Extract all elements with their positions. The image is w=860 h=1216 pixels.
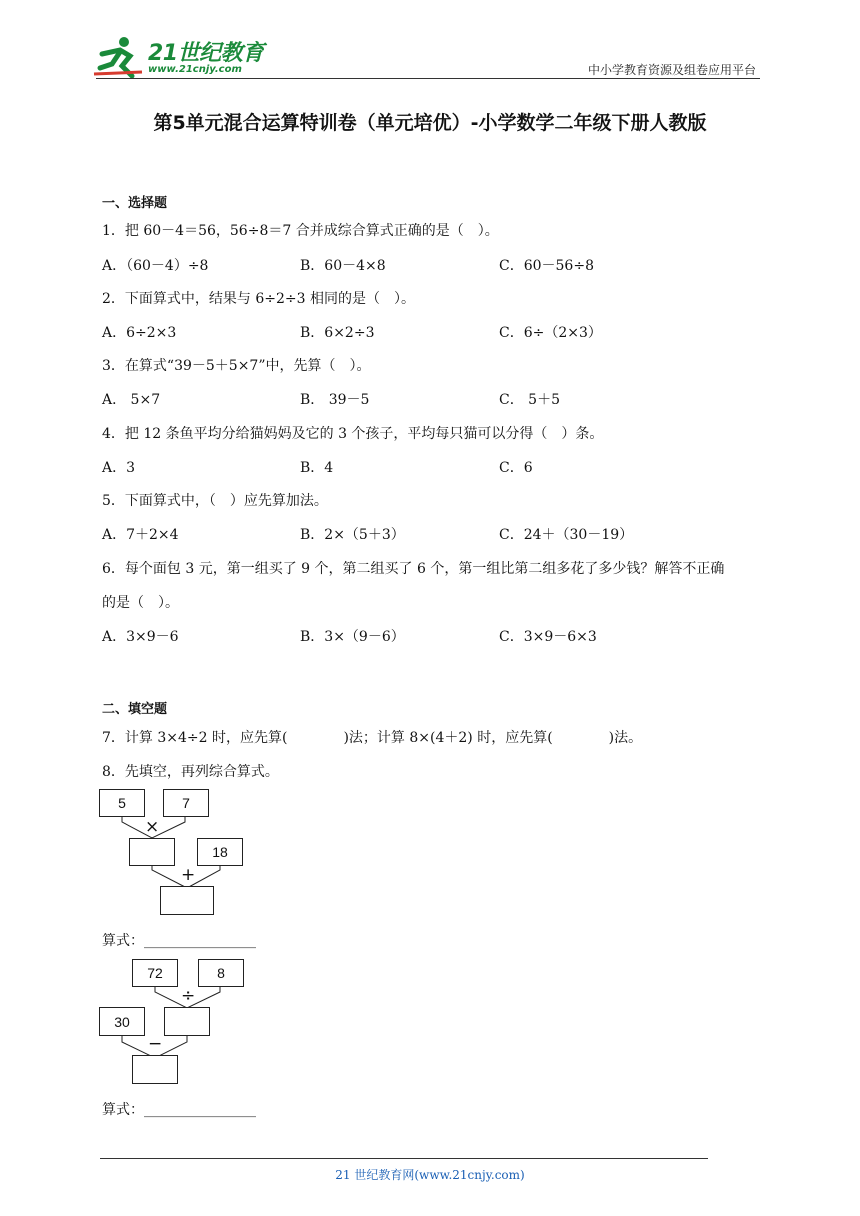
q4-option-a: A．3 <box>102 460 136 476</box>
q6-option-c: C．3×9－6×3 <box>499 629 597 645</box>
minus-sign: − <box>148 1034 163 1054</box>
formula-line-2[interactable]: 算式：________________ <box>102 1102 256 1118</box>
question-6-line-1: 6．每个面包 3 元，第一组买了 9 个，第二组买了 6 个，第一组比第二组多花了多少钱？解答不正确 <box>102 561 725 577</box>
section-heading-choice: 一、选择题 <box>102 196 168 211</box>
diagram2-top-right-box: 8 <box>198 959 244 987</box>
question-5: 5．下面算式中，（ ）应先算加法。 <box>102 493 328 509</box>
q1-option-a: A．（60－4）÷8 <box>102 258 209 274</box>
logo-url: www.21cnjy.com <box>148 64 242 75</box>
formula-line-1[interactable]: 算式：________________ <box>102 933 256 949</box>
platform-name: 中小学教育资源及组卷应用平台 <box>587 63 756 77</box>
q3-option-b: B． 39－5 <box>300 392 370 408</box>
q5-option-a: A．7＋2×4 <box>102 527 179 543</box>
logo-text: 21世纪教育 <box>148 41 264 66</box>
question-2: 2．下面算式中，结果与 6÷2÷3 相同的是（ ）。 <box>102 291 415 307</box>
section-heading-fill: 二、填空题 <box>102 702 168 717</box>
q1-option-c: C．60－56÷8 <box>499 258 594 274</box>
diagram2-result-box[interactable] <box>132 1055 178 1084</box>
page-title: 第5单元混合运算特训卷（单元培优）-小学数学二年级下册人教版 <box>153 112 707 134</box>
footer-link[interactable]: 21 世纪教育网(www.21cnjy.com) <box>335 1168 525 1182</box>
question-6-line-2: 的是（ ）。 <box>102 595 179 611</box>
footer-divider <box>100 1158 708 1159</box>
question-4: 4．把 12 条鱼平均分给猫妈妈及它的 3 个孩子，平均每只猫可以分得（ ）条。 <box>102 426 604 442</box>
runner-icon <box>92 34 152 80</box>
plus-sign: + <box>181 865 196 885</box>
diagram1-result-box[interactable] <box>160 886 214 915</box>
divide-sign: ÷ <box>181 986 196 1006</box>
q6-option-a: A．3×9－6 <box>102 629 179 645</box>
q4-option-c: C．6 <box>499 460 533 476</box>
q3-option-c: C． 5＋5 <box>499 392 560 408</box>
question-3: 3．在算式“39－5＋5×7”中，先算（ ）。 <box>102 358 371 374</box>
question-8: 8．先填空，再列综合算式。 <box>102 764 279 780</box>
q5-option-c: C．24＋（30－19） <box>499 527 634 543</box>
diagram1-mid-left-box[interactable] <box>129 838 175 866</box>
q2-option-a: A．6÷2×3 <box>102 325 177 341</box>
q3-option-a: A． 5×7 <box>102 392 161 408</box>
diagram1-top-left-box: 5 <box>99 789 145 817</box>
q1-option-b: B．60－4×8 <box>300 258 386 274</box>
question-7: 7．计算 3×4÷2 时，应先算( )法；计算 8×(4＋2) 时，应先算( )法。 <box>102 730 643 746</box>
question-1: 1．把 60－4＝56，56÷8＝7 合并成综合算式正确的是（ ）。 <box>102 223 499 239</box>
diagram2-mid-left-box: 30 <box>99 1007 145 1036</box>
diagram1-top-right-box: 7 <box>163 789 209 817</box>
multiply-sign: × <box>145 817 160 837</box>
q6-option-b: B．3×（9－6） <box>300 629 405 645</box>
q2-option-b: B．6×2÷3 <box>300 325 375 341</box>
diagram2-mid-right-box[interactable] <box>164 1007 210 1036</box>
q5-option-b: B．2×（5＋3） <box>300 527 405 543</box>
q2-option-c: C．6÷（2×3） <box>499 325 602 341</box>
diagram2-top-left-box: 72 <box>132 959 178 987</box>
q4-option-b: B．4 <box>300 460 334 476</box>
diagram1-mid-right-box: 18 <box>197 838 243 866</box>
header-divider <box>96 78 760 79</box>
